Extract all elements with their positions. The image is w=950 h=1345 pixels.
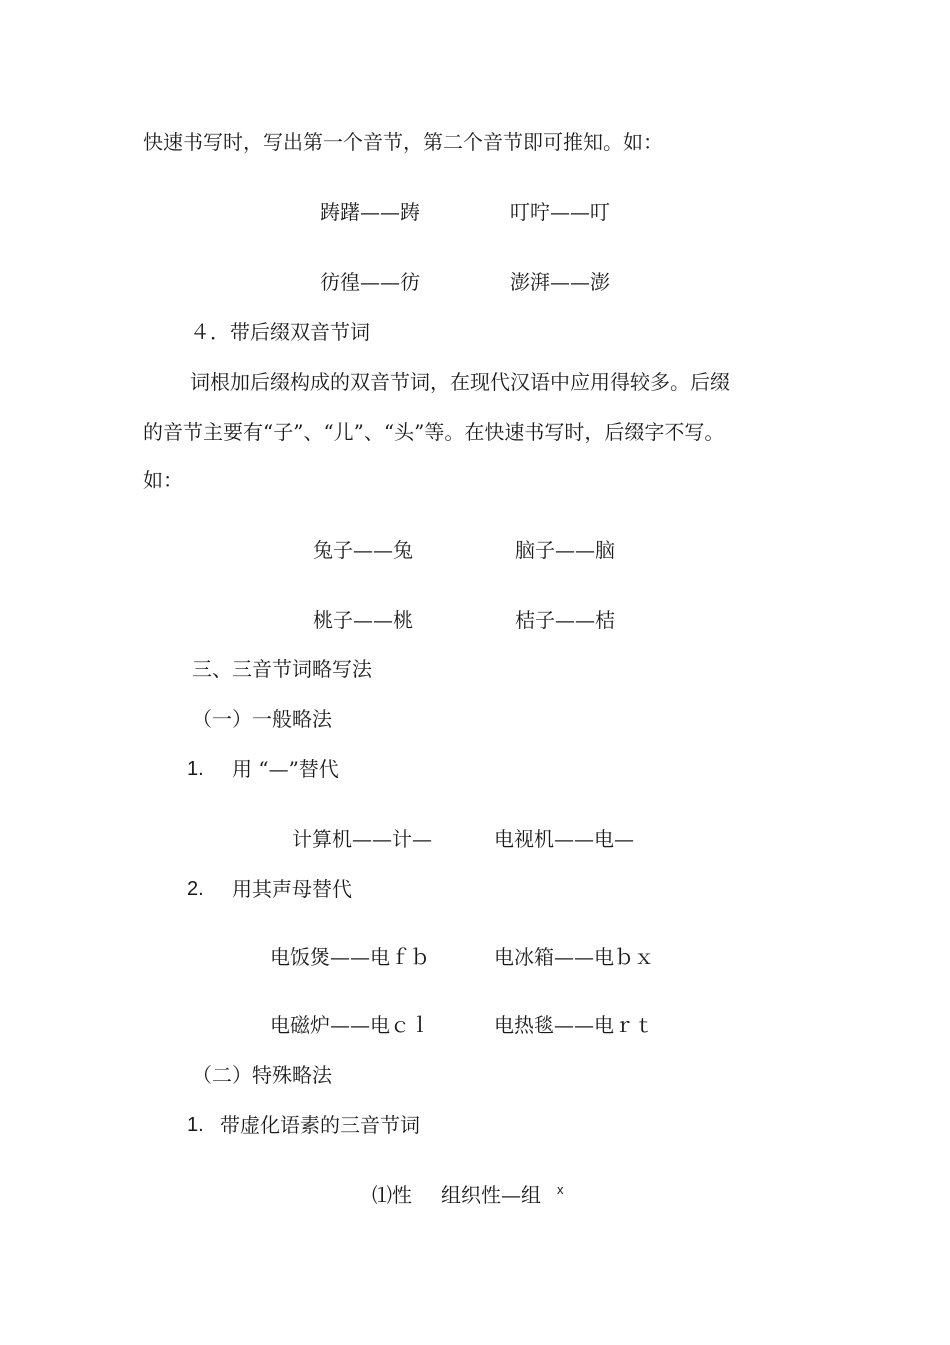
superscript-mark: x: [557, 1182, 564, 1197]
example-item: 电饭煲——电ｆｂ: [270, 945, 430, 969]
example-item: 桔子——桔: [515, 608, 615, 632]
example-item: 计算机——计—: [292, 827, 432, 851]
example-item: 澎湃——澎: [510, 270, 610, 294]
section-4-heading: ４．带后缀双音节词: [190, 320, 370, 344]
example-item: 组织性—组: [441, 1183, 541, 1207]
example-item: 电磁炉——电ｃｌ: [270, 1013, 430, 1037]
list-item-text: 用其声母替代: [232, 877, 352, 901]
example-item: 踌躇——踌: [320, 200, 420, 224]
example-item: 兔子——兔: [313, 538, 413, 562]
section-3-heading: 三、三音节词略写法: [192, 657, 372, 681]
list-item-text: 带虚化语素的三音节词: [220, 1113, 420, 1137]
general-method-heading: （一）一般略法: [192, 707, 332, 731]
intro-paragraph: 快速书写时，写出第一个音节，第二个音节即可推知。如：: [143, 130, 663, 154]
list-number: 1.: [187, 1114, 204, 1136]
example-label: ⑴性: [372, 1183, 412, 1207]
example-item: 叮咛——叮: [510, 200, 610, 224]
section-4-paragraph-line: 词根加后缀构成的双音节词，在现代汉语中应用得较多。后缀: [190, 370, 730, 394]
example-item: 桃子——桃: [313, 608, 413, 632]
example-item: 电热毯——电ｒｔ: [494, 1013, 654, 1037]
example-item: 电冰箱——电ｂｘ: [494, 945, 654, 969]
example-item: 彷徨——彷: [320, 270, 420, 294]
list-item-text: 用 “—”替代: [232, 757, 339, 781]
special-method-heading: （二）特殊略法: [192, 1063, 332, 1087]
section-4-paragraph-line: 的音节主要有“子”、“儿”、“头”等。在快速书写时，后缀字不写。: [143, 420, 725, 444]
example-item: 电视机——电—: [494, 827, 634, 851]
example-item: 脑子——脑: [515, 538, 615, 562]
list-number: 1.: [187, 758, 204, 780]
list-number: 2.: [187, 878, 204, 900]
section-4-paragraph-line: 如：: [143, 468, 183, 492]
